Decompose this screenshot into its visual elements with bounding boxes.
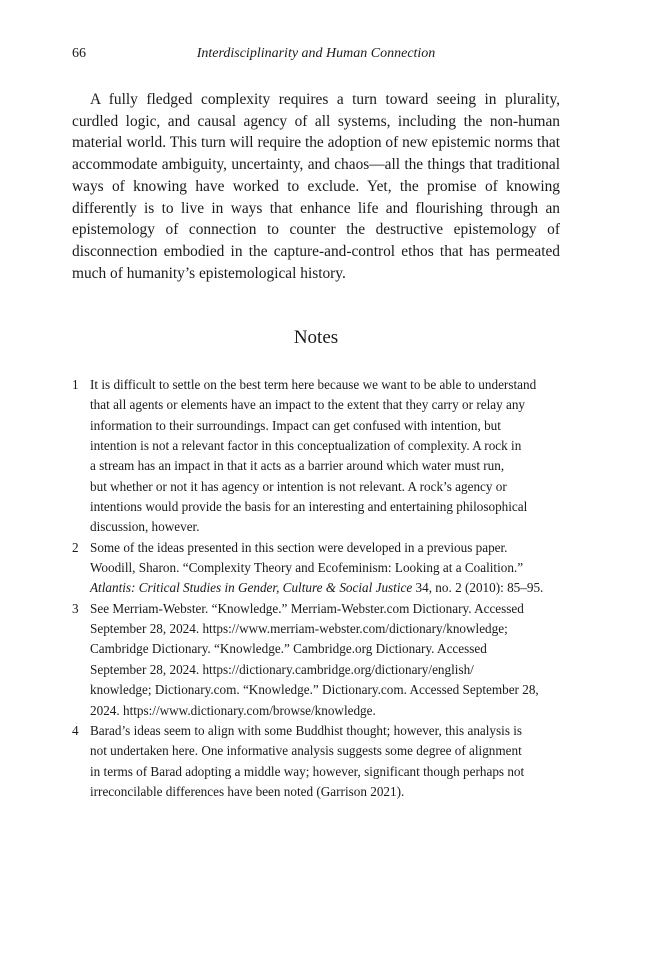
page-number: 66 (72, 46, 86, 61)
note-line: a stream has an impact in that it acts as a barrier around which water must run, (90, 458, 505, 474)
note-line: intentions would provide the basis for an interesting and entertaining philosophical (90, 499, 528, 515)
note-line: Cambridge Dictionary. “Knowledge.” Cambridge.org Dictionary. Accessed (90, 641, 487, 657)
note-line: discussion, however. (90, 519, 200, 535)
note-line: September 28, 2024. https://www.merriam-webster.com/dictionary/knowledge; (90, 621, 508, 637)
note-line: It is difficult to settle on the best term here because we want to be able to understand (90, 377, 537, 392)
note-line: but whether or not it has agency or intention is not relevant. A rock’s agency or (90, 478, 507, 494)
note-1 (72, 375, 564, 538)
note-number: 4 (72, 722, 79, 738)
running-header (72, 46, 560, 66)
body-paragraph: A fully fledged complexity requires a turn toward seeing in plurality, curdled logic, and causal agency of all systems, including the non-human material world. This turn will require the adoption of new epistemic norms that accommodate ambiguity, uncertainty, and chaos—all the things that traditional ways of knowing have worked to exclude. Yet, the promise of knowing differently is to live in ways that enhance life and flourishing through an epistemology of connection to counter the destructive epistemology of disconnection embodied in the capture-and-control ethos that has permeated much of humanity’s epistemological history. (72, 91, 560, 282)
note-line: that all agents or elements have an impact to the extent that they carry or relay any (90, 397, 526, 413)
running-title: Interdisciplinarity and Human Connection (196, 46, 436, 61)
note-4 (72, 721, 564, 802)
note-line: in terms of Barad adopting a middle way; however, significant though perhaps not (90, 763, 525, 779)
citation-details: 34, no. 2 (2010): 85–95. (412, 580, 544, 596)
note-number: 3 (72, 600, 79, 616)
note-line: Barad’s ideas seem to align with some Buddhist thought; however, this analysis is (90, 722, 523, 738)
note-line: 2024. https://www.dictionary.com/browse/knowledge. (90, 702, 376, 718)
notes-heading: Notes (293, 327, 339, 348)
note-line: not undertaken here. One informative analysis suggests some degree of alignment (90, 743, 522, 759)
note-line: intention is not a relevant factor in this conceptualization of complexity. A rock in (90, 438, 522, 454)
note-number: 1 (72, 377, 79, 392)
note-line: irreconcilable differences have been noted (Garrison 2021). (90, 783, 405, 799)
journal-title: Atlantis: Critical Studies in Gender, Culture & Social Justice (90, 580, 413, 596)
note-line: Woodill, Sharon. “Complexity Theory and Ecofeminism: Looking at a Coalition.” (90, 560, 524, 576)
note-line: knowledge; Dictionary.com. “Knowledge.” Dictionary.com. Accessed September 28, (90, 682, 539, 698)
note-number: 2 (72, 539, 79, 555)
note-line: September 28, 2024. https://dictionary.cambridge.org/dictionary/english/ (90, 661, 474, 677)
note-3 (72, 599, 564, 721)
note-line: Some of the ideas presented in this section were developed in a previous paper. (90, 539, 508, 555)
note-2 (72, 538, 564, 599)
note-line: information to their surroundings. Impact can get confused with intention, but (90, 417, 501, 433)
note-line (90, 578, 564, 598)
notes-list (72, 375, 564, 802)
note-line: See Merriam-Webster. “Knowledge.” Merriam-Webster.com Dictionary. Accessed (90, 600, 524, 616)
